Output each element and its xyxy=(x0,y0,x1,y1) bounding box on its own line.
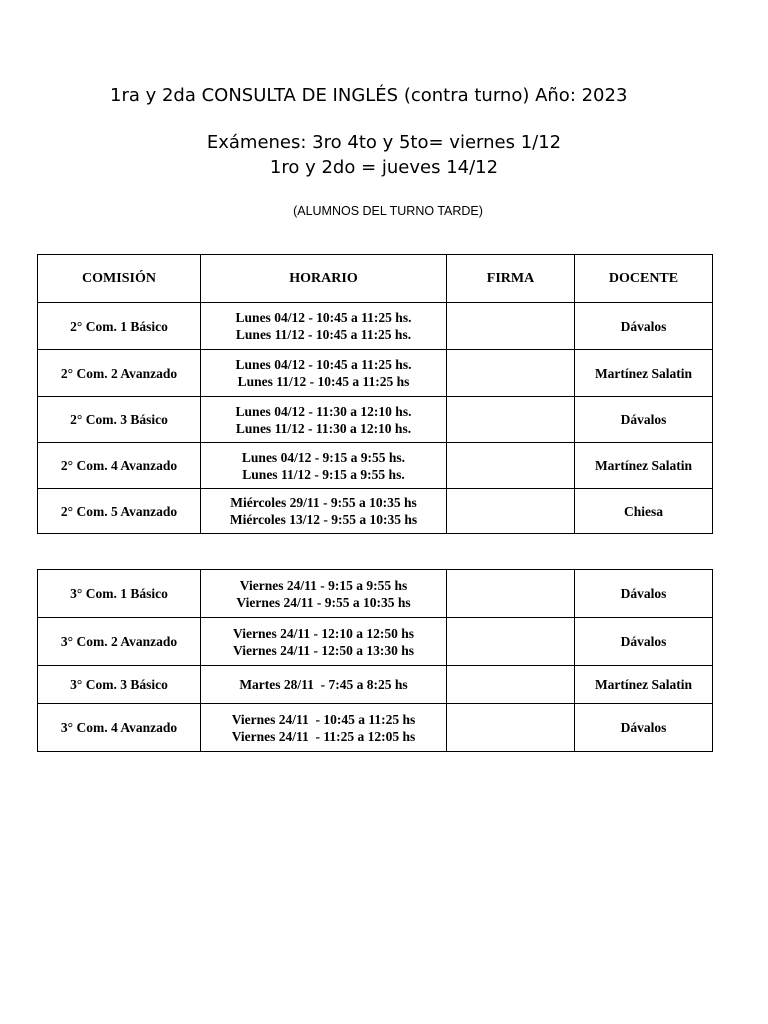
comision-cell: 3° Com. 4 Avanzado xyxy=(38,704,201,752)
docente-cell: Dávalos xyxy=(575,618,713,666)
firma-cell xyxy=(447,704,575,752)
table-row xyxy=(38,303,713,350)
horario-cell xyxy=(201,350,447,397)
horario-line: Lunes 04/12 - 10:45 a 11:25 hs. xyxy=(235,357,412,372)
schedule-table-second-year xyxy=(37,254,713,534)
docente-cell: Chiesa xyxy=(575,489,713,534)
table-row xyxy=(38,489,713,534)
horario-cell xyxy=(201,618,447,666)
exams-line-2: 1ro y 2do = jueves 14/12 xyxy=(269,157,499,178)
comision-cell: 2° Com. 5 Avanzado xyxy=(38,489,201,534)
horario-line: Lunes 11/12 - 9:15 a 9:55 hs. xyxy=(242,466,405,482)
horario-line: Martes 28/11 - 7:45 a 8:25 hs xyxy=(239,677,408,692)
firma-cell xyxy=(447,570,575,618)
horario-line: Miércoles 29/11 - 9:55 a 10:35 hs xyxy=(230,495,417,510)
horario-line: Miércoles 13/12 - 9:55 a 10:35 hs xyxy=(229,512,418,527)
firma-cell xyxy=(447,443,575,489)
comision-cell: 2° Com. 1 Básico xyxy=(38,303,201,350)
comision-cell: 2° Com. 4 Avanzado xyxy=(38,443,201,489)
firma-cell xyxy=(447,489,575,534)
horario-line: Lunes 11/12 - 10:45 a 11:25 hs xyxy=(237,374,410,389)
horario-cell xyxy=(201,666,447,704)
horario-line: Lunes 04/12 - 9:15 a 9:55 hs. xyxy=(241,449,406,465)
horario-cell xyxy=(201,303,447,350)
comision-cell: 3° Com. 1 Básico xyxy=(38,570,201,618)
firma-cell xyxy=(447,397,575,443)
horario-line: Lunes 11/12 - 11:30 a 12:10 hs. xyxy=(235,420,412,436)
horario-cell xyxy=(201,704,447,752)
comision-cell: 2° Com. 3 Básico xyxy=(38,397,201,443)
docente-cell: Martínez Salatin xyxy=(575,666,713,704)
horario-line: Lunes 04/12 - 10:45 a 11:25 hs. xyxy=(235,310,412,325)
table-header-row xyxy=(38,255,713,303)
horario-cell xyxy=(201,570,447,618)
docente-cell: Martínez Salatin xyxy=(575,350,713,397)
horario-line: Lunes 11/12 - 10:45 a 11:25 hs. xyxy=(235,327,412,342)
horario-cell xyxy=(201,489,447,534)
docente-cell: Dávalos xyxy=(575,397,713,443)
horario-cell xyxy=(201,443,447,489)
table-row xyxy=(38,704,713,752)
table-row xyxy=(38,666,713,704)
page-title: 1ra y 2da CONSULTA DE INGLÉS (contra turno) Año: 2023 xyxy=(110,85,628,106)
table-row xyxy=(38,618,713,666)
horario-line: Viernes 24/11 - 9:55 a 10:35 hs xyxy=(236,594,411,610)
horario-line: Viernes 24/11 - 9:15 a 9:55 hs xyxy=(239,577,408,593)
firma-cell xyxy=(447,303,575,350)
horario-line: Lunes 04/12 - 11:30 a 12:10 hs. xyxy=(235,403,412,419)
horario-line: Viernes 24/11 - 12:50 a 13:30 hs xyxy=(233,642,414,658)
table-row xyxy=(38,350,713,397)
header-firma: FIRMA xyxy=(447,255,575,303)
header-comision: COMISIÓN xyxy=(38,255,201,303)
firma-cell xyxy=(447,618,575,666)
firma-cell xyxy=(447,350,575,397)
header-horario: HORARIO xyxy=(201,255,447,303)
docente-cell: Martínez Salatin xyxy=(575,443,713,489)
docente-cell: Dávalos xyxy=(575,704,713,752)
subtitle: (ALUMNOS DEL TURNO TARDE) xyxy=(293,204,483,218)
exams-line-1: Exámenes: 3ro 4to y 5to= viernes 1/12 xyxy=(206,132,562,153)
comision-cell: 3° Com. 3 Básico xyxy=(38,666,201,704)
comision-cell: 2° Com. 2 Avanzado xyxy=(38,350,201,397)
docente-cell: Dávalos xyxy=(575,570,713,618)
horario-cell xyxy=(201,397,447,443)
horario-line: Viernes 24/11 - 11:25 a 12:05 hs xyxy=(231,728,416,744)
comision-cell: 3° Com. 2 Avanzado xyxy=(38,618,201,666)
table-row xyxy=(38,570,713,618)
table-row xyxy=(38,443,713,489)
schedule-table-third-year xyxy=(37,569,713,752)
header-docente: DOCENTE xyxy=(575,255,713,303)
table-row xyxy=(38,397,713,443)
docente-cell: Dávalos xyxy=(575,303,713,350)
horario-line: Viernes 24/11 - 10:45 a 11:25 hs xyxy=(231,711,416,727)
horario-line: Viernes 24/11 - 12:10 a 12:50 hs xyxy=(233,625,414,641)
firma-cell xyxy=(447,666,575,704)
